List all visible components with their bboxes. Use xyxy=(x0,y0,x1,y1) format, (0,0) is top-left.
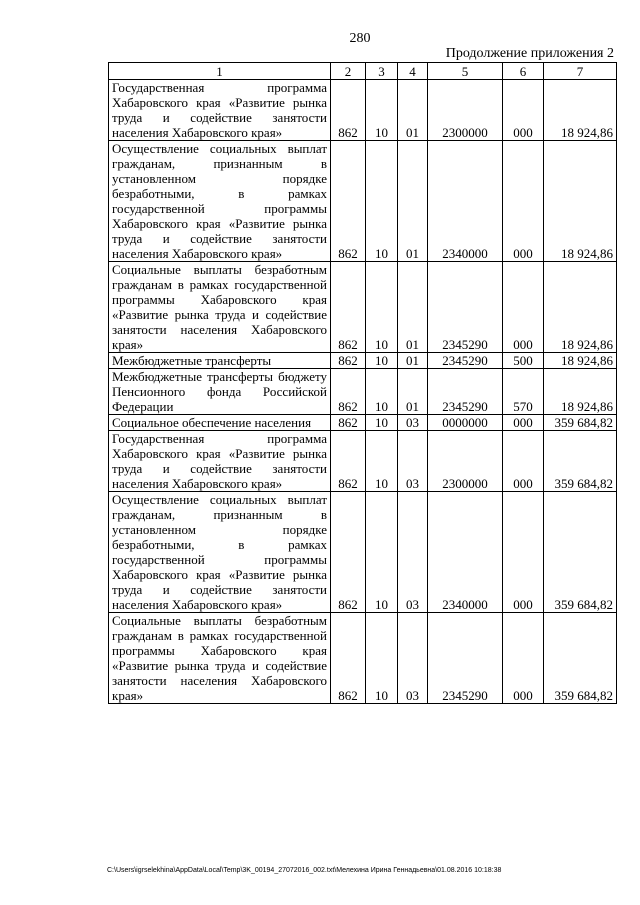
row-col3: 10 xyxy=(366,141,398,262)
row-col6: 000 xyxy=(503,80,544,141)
row-col7: 18 924,86 xyxy=(544,353,617,369)
row-col2: 862 xyxy=(331,415,366,431)
table-row xyxy=(109,262,617,353)
row-col6: 000 xyxy=(503,415,544,431)
row-col5: 0000000 xyxy=(428,415,503,431)
row-col3: 10 xyxy=(366,613,398,704)
page-number: 280 xyxy=(349,31,371,46)
row-name: Межбюджетные трансферты бюджету Пенсионного фонда Российской Федерации xyxy=(109,369,331,415)
header-cell: 5 xyxy=(428,63,503,80)
row-col5: 2300000 xyxy=(428,80,503,141)
row-col7: 18 924,86 xyxy=(544,369,617,415)
row-col7: 18 924,86 xyxy=(544,262,617,353)
row-col4: 03 xyxy=(398,492,428,613)
row-col3: 10 xyxy=(366,369,398,415)
header-cell: 2 xyxy=(331,63,366,80)
table-row xyxy=(109,431,617,492)
table-row xyxy=(109,353,617,369)
row-name: Социальные выплаты безработным гражданам в рамках государственной программы Хабаровского края «Развитие рынка труда и содействие занятости населения Хабаровского края» xyxy=(109,262,331,353)
table-row xyxy=(109,492,617,613)
row-col5: 2340000 xyxy=(428,492,503,613)
row-col6: 000 xyxy=(503,141,544,262)
row-col5: 2340000 xyxy=(428,141,503,262)
row-col5: 2345290 xyxy=(428,369,503,415)
row-col2: 862 xyxy=(331,369,366,415)
row-col3: 10 xyxy=(366,431,398,492)
row-col7: 359 684,82 xyxy=(544,492,617,613)
row-col7: 18 924,86 xyxy=(544,141,617,262)
header-cell: 1 xyxy=(109,63,331,80)
row-col4: 01 xyxy=(398,353,428,369)
row-col7: 18 924,86 xyxy=(544,80,617,141)
row-col5: 2345290 xyxy=(428,353,503,369)
row-name: Межбюджетные трансферты xyxy=(109,353,331,369)
row-col4: 03 xyxy=(398,613,428,704)
row-name: Государственная программа Хабаровского края «Развитие рынка труда и содействие занятости населения Хабаровского края» xyxy=(109,80,331,141)
row-col2: 862 xyxy=(331,80,366,141)
table-header-row xyxy=(109,63,617,80)
row-name: Осуществление социальных выплат гражданам, признанным в установленном порядке безработными, в рамках государственной программы Хабаровского края «Развитие рынка труда и содействие занятости населения Хабаровского края» xyxy=(109,141,331,262)
row-col2: 862 xyxy=(331,613,366,704)
row-col4: 03 xyxy=(398,431,428,492)
row-col5: 2345290 xyxy=(428,262,503,353)
footer-path: C:\Users\igrselekhina\AppData\Local\Temp\3K_00194_27072016_002.txt\Мелехина Ирина Геннадьевна\01.08.2016 10:18:38 xyxy=(107,867,502,874)
header-cell: 4 xyxy=(398,63,428,80)
row-col6: 570 xyxy=(503,369,544,415)
continuation-label: Продолжение приложения 2 xyxy=(445,46,614,61)
row-col4: 01 xyxy=(398,369,428,415)
row-col4: 01 xyxy=(398,262,428,353)
row-col5: 2300000 xyxy=(428,431,503,492)
table-row xyxy=(109,613,617,704)
row-col3: 10 xyxy=(366,492,398,613)
table-row xyxy=(109,369,617,415)
header-cell: 6 xyxy=(503,63,544,80)
row-col6: 000 xyxy=(503,431,544,492)
row-col7: 359 684,82 xyxy=(544,431,617,492)
row-col3: 10 xyxy=(366,262,398,353)
row-col3: 10 xyxy=(366,80,398,141)
budget-table xyxy=(108,62,617,704)
table-row xyxy=(109,415,617,431)
row-col2: 862 xyxy=(331,492,366,613)
header-cell: 3 xyxy=(366,63,398,80)
row-name: Социальные выплаты безработным гражданам в рамках государственной программы Хабаровского края «Развитие рынка труда и содействие занятости населения Хабаровского края» xyxy=(109,613,331,704)
row-col6: 000 xyxy=(503,262,544,353)
row-col2: 862 xyxy=(331,141,366,262)
table-row xyxy=(109,141,617,262)
row-col3: 10 xyxy=(366,353,398,369)
header-cell: 7 xyxy=(544,63,617,80)
row-col2: 862 xyxy=(331,431,366,492)
row-col4: 01 xyxy=(398,141,428,262)
row-col6: 500 xyxy=(503,353,544,369)
row-col7: 359 684,82 xyxy=(544,613,617,704)
row-col4: 03 xyxy=(398,415,428,431)
row-name: Осуществление социальных выплат гражданам, признанным в установленном порядке безработными, в рамках государственной программы Хабаровского края «Развитие рынка труда и содействие занятости населения Хабаровского края» xyxy=(109,492,331,613)
row-col6: 000 xyxy=(503,613,544,704)
row-col3: 10 xyxy=(366,415,398,431)
row-name: Социальное обеспечение населения xyxy=(109,415,331,431)
row-col4: 01 xyxy=(398,80,428,141)
row-col6: 000 xyxy=(503,492,544,613)
row-col2: 862 xyxy=(331,262,366,353)
table-row xyxy=(109,80,617,141)
row-col2: 862 xyxy=(331,353,366,369)
row-col7: 359 684,82 xyxy=(544,415,617,431)
row-col5: 2345290 xyxy=(428,613,503,704)
row-name: Государственная программа Хабаровского края «Развитие рынка труда и содействие занятости населения Хабаровского края» xyxy=(109,431,331,492)
